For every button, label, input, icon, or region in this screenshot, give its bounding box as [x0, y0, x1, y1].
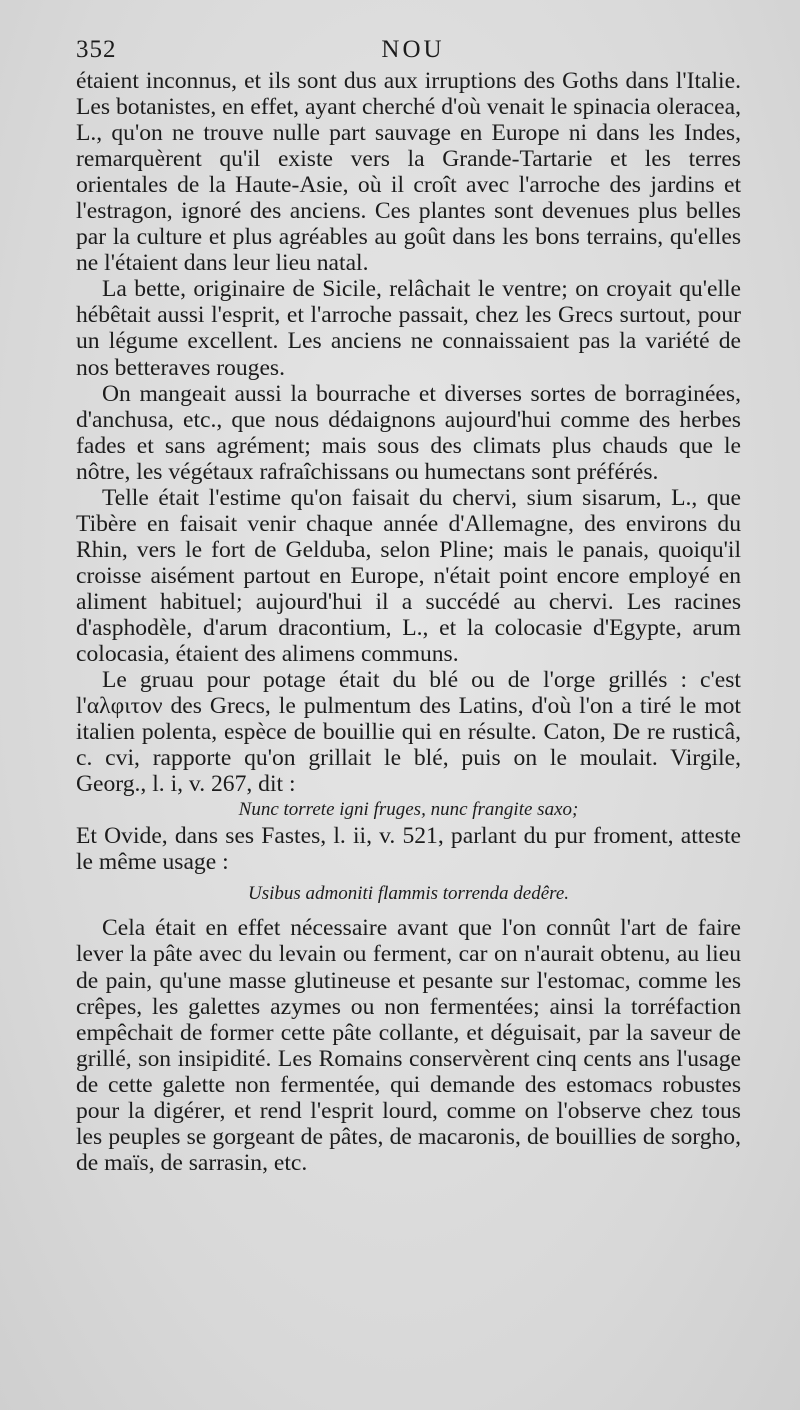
page-number: 352 [76, 36, 117, 63]
paragraph-7: Cela était en effet nécessaire avant que l'on connût l'art de faire lever la pâte avec du levain ou ferment, car on n'aurait obtenu, au lieu de pain, qu'une masse glutineuse et pesante sur l'estomac, comme les crêpes, les galettes azymes ou non fermentées; ainsi la torréfaction empêchait de former cette pâte collante, et déguisait, par la saveur de grillé, son insipidité. Les Romains conservèrent cinq cents ans l'usage de cette galette non fermentée, qui demande des estomacs robustes pour la digérer, et rend l'esprit lourd, comme on l'observe chez tous les peuples se gorgeant de pâtes, de macaronis, de bouillies de sorgho, de maïs, de sarrasin, etc. [76, 915, 741, 1176]
paragraph-4: Telle était l'estime qu'on faisait du chervi, sium sisarum, L., que Tibère en faisait venir chaque année d'Allemagne, des environs du Rhin, vers le fort de Gelduba, selon Pline; mais le panais, quoiqu'il croisse aisément partout en Europe, n'était point encore employé en aliment habituel; aujourd'hui il a succédé au chervi. Les racines d'asphodèle, d'arum dracontium, L., et la colocasie d'Egypte, arum colocasia, étaient des alimens communs. [76, 484, 741, 668]
running-head: NOU [381, 36, 445, 63]
paragraph-1: étaient inconnus, et ils sont dus aux irruptions des Goths dans l'Italie. Les botanistes, en effet, ayant cherché d'où venait le spinacia oleracea, L., qu'on ne trouve nulle part sauvage en Europe ni dans les Indes, remarquèrent qu'il existe vers la Grande-Tartarie et les terres orientales de la Haute-Asie, où il croît avec l'arroche des jardins et l'estragon, ignoré des anciens. Ces plantes sont devenues plus belles par la culture et plus agréables au goût dans les bons terrains, qu'elles ne l'étaient dans leur lieu natal. [76, 68, 741, 277]
verse-quote-ovid: Usibus admoniti flammis torrenda dedêre. [247, 883, 570, 905]
paragraph-2: La bette, originaire de Sicile, relâchait le ventre; on croyait qu'elle hébêtait aussi l'esprit, et l'arroche passait, chez les Grecs surtout, pour un légume excellent. Les anciens ne connaissaient pas la variété de nos betteraves rouges. [76, 276, 741, 381]
body-text [76, 68, 741, 1176]
paragraph-6: Et Ovide, dans ses Fastes, l. ii, v. 521, parlant du pur froment, atteste le même usage : [76, 823, 741, 876]
page-header [76, 36, 750, 66]
paragraph-5: Le gruau pour potage était du blé ou de l'orge grillés : c'est l'αλφιτον des Grecs, le pulmentum des Latins, d'où l'on a tiré le mot italien polenta, espèce de bouillie qui en résulte. Caton, De re rusticâ, c. cvi, rapporte qu'on grillait le blé, puis on le moulait. Virgile, Georg., l. i, v. 267, dit : [76, 667, 741, 798]
paragraph-3: On mangeait aussi la bourrache et diverses sortes de borraginées, d'anchusa, etc., que nous dédaignons aujourd'hui comme des herbes fades et sans agrément; mais sous des climats plus chauds que le nôtre, les végétaux rafraîchissans ou humectans sont préférés. [76, 380, 741, 485]
verse-quote-virgil: Nunc torrete igni fruges, nunc frangite saxo; [238, 799, 579, 821]
